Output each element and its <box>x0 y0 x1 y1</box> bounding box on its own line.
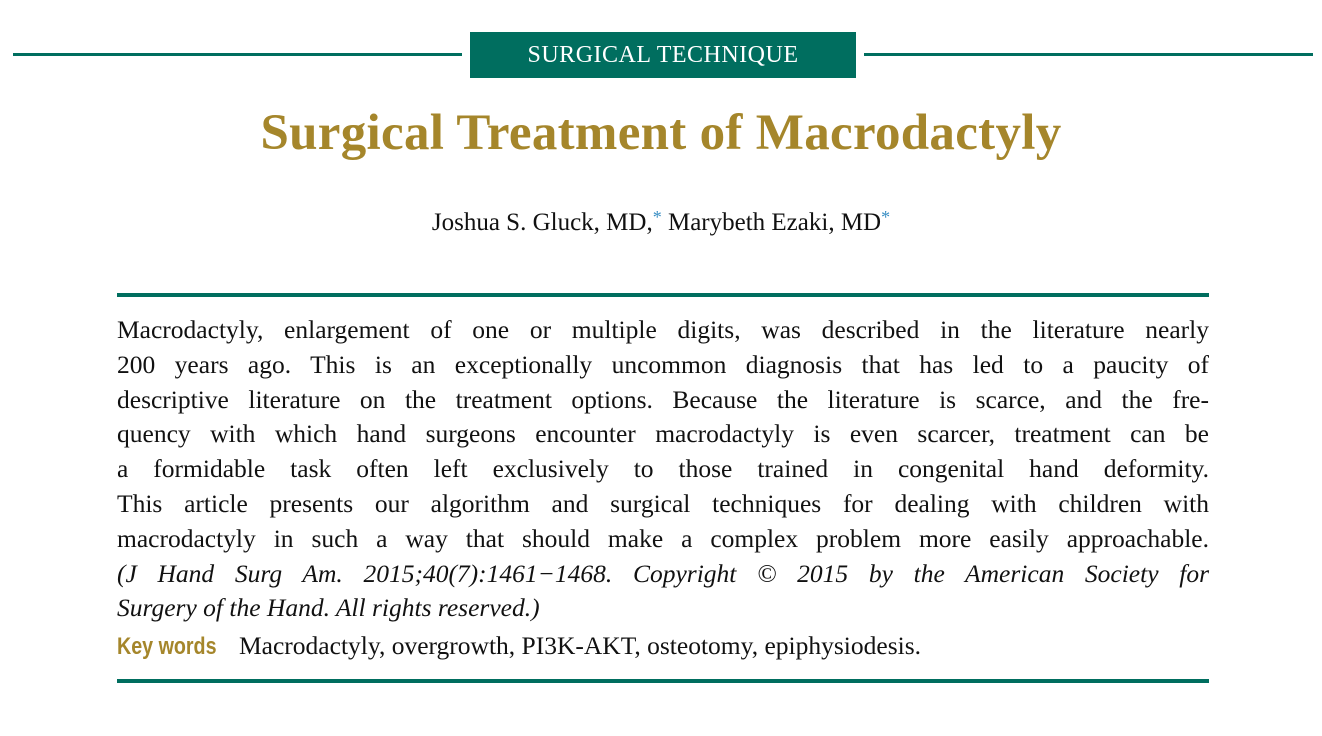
citation-line: (J Hand Surg Am. 2015;40(7):1461−1468. Copyright © 2015 by the American Society for <box>117 558 1209 588</box>
article-title: Surgical Treatment of Macrodactyly <box>260 105 1062 161</box>
author-name: Joshua S. Gluck, MD, <box>431 209 653 236</box>
citation-line: Surgery of the Hand. All rights reserved.) <box>117 593 540 623</box>
abstract-bottom-rule <box>117 679 1209 683</box>
abstract-line: macrodactyly in such a way that should make a complex problem more easily approachable. <box>117 523 1209 553</box>
abstract-line: This article presents our algorithm and surgical techniques for dealing with children with <box>117 488 1209 518</box>
abstract-line: descriptive literature on the treatment options. Because the literature is scarce, and the fre- <box>117 384 1209 414</box>
author-list <box>0 207 1322 237</box>
abstract <box>117 313 1209 626</box>
keywords-value: Macrodactyly, overgrowth, PI3K-AKT, osteotomy, epiphysiodesis. <box>239 631 922 660</box>
abstract-line: Macrodactyly, enlargement of one or multiple digits, was described in the literature nearly <box>117 315 1209 344</box>
keywords-label: Key words <box>117 633 217 660</box>
affiliation-link[interactable]: * <box>881 207 891 227</box>
abstract-line: quency with which hand surgeons encounter macrodactyly is even scarcer, treatment can be <box>117 419 1209 449</box>
author-name: Marybeth Ezaki, MD <box>667 209 882 236</box>
abstract-line: 200 years ago. This is an exceptionally uncommon diagnosis that has led to a paucity of <box>117 349 1209 379</box>
abstract-line: a formidable task often left exclusively to those trained in congenital hand deformity. <box>117 454 1209 484</box>
keywords <box>117 629 1209 664</box>
abstract-top-rule <box>117 293 1209 297</box>
section-label: SURGICAL TECHNIQUE <box>527 41 799 68</box>
section-badge <box>470 32 856 78</box>
affiliation-link[interactable]: * <box>652 207 662 227</box>
